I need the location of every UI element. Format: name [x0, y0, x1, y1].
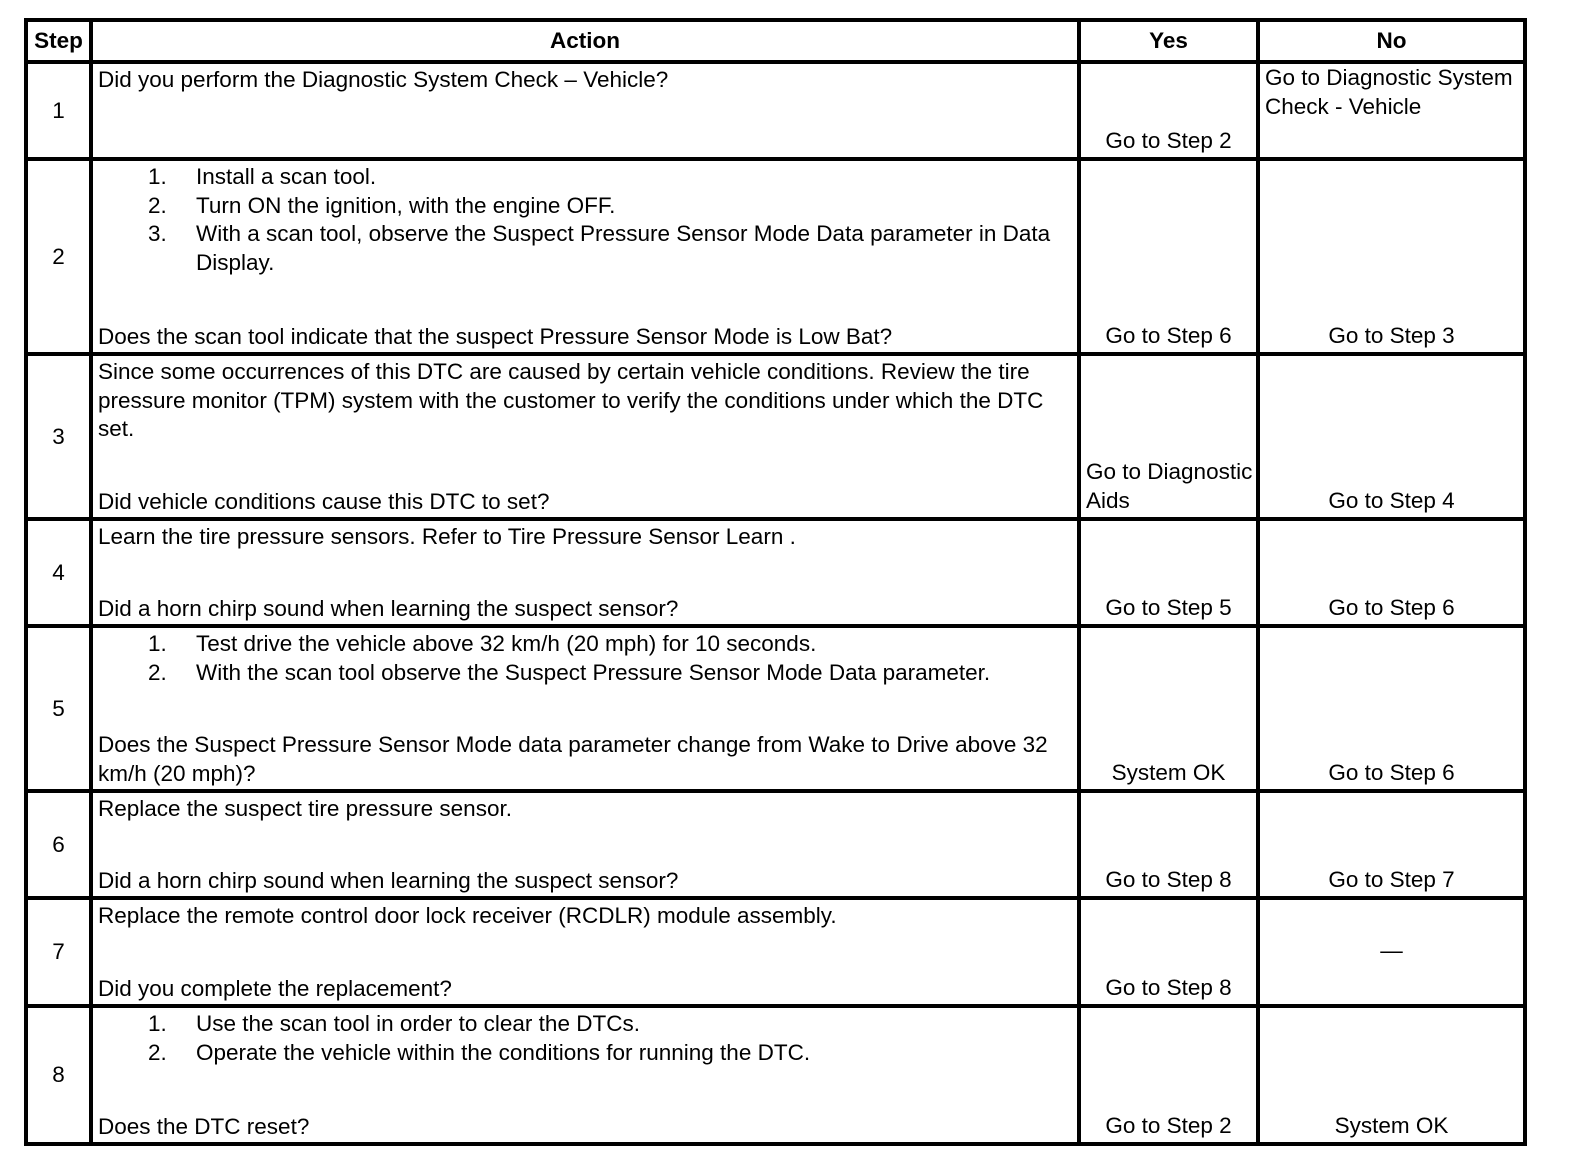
list-item-text: Use the scan tool in order to clear the DTCs. — [196, 1011, 640, 1036]
action-cell — [91, 159, 1079, 354]
step-number: 8 — [26, 1006, 91, 1144]
no-result: Go to Step 6 — [1258, 626, 1525, 791]
table-row — [26, 354, 1525, 519]
no-result: Go to Step 4 — [1258, 354, 1525, 519]
action-question: Does the DTC reset? — [98, 1113, 310, 1139]
no-result: Go to Step 7 — [1258, 791, 1525, 898]
action-cell — [91, 791, 1079, 898]
list-item — [98, 1010, 1073, 1039]
list-item-text: Turn ON the ignition, with the engine OFF. — [196, 192, 616, 218]
no-result: Go to Step 3 — [1258, 159, 1525, 354]
table-row — [26, 62, 1525, 159]
no-result: — — [1258, 898, 1525, 1006]
list-item-number: 2. — [148, 192, 167, 218]
header-yes: Yes — [1079, 20, 1258, 62]
action-cell — [91, 626, 1079, 791]
table-row — [26, 898, 1525, 1006]
action-cell — [91, 1006, 1079, 1144]
list-item — [98, 1039, 1073, 1068]
instruction-list — [98, 163, 1073, 277]
action-question: Does the scan tool indicate that the suspect Pressure Sensor Mode is Low Bat? — [98, 323, 893, 349]
table-row — [26, 159, 1525, 354]
table-row — [26, 626, 1525, 791]
list-item-number: 2. — [148, 659, 167, 685]
header-no: No — [1258, 20, 1525, 62]
step-number: 1 — [26, 62, 91, 159]
list-item — [98, 163, 1073, 192]
yes-result: Go to Step 2 — [1079, 62, 1258, 159]
list-item-text: With a scan tool, observe the Suspect Pressure Sensor Mode Data parameter in Data Display. — [196, 221, 1051, 275]
table-row — [26, 519, 1525, 626]
list-item — [98, 659, 1073, 688]
action-text: Replace the remote control door lock receiver (RCDLR) module assembly. — [98, 903, 837, 928]
action-text: Did you perform the Diagnostic System Check – Vehicle? — [98, 67, 669, 92]
step-number: 6 — [26, 791, 91, 898]
list-item — [98, 220, 1073, 277]
yes-result: Go to Step 8 — [1079, 791, 1258, 898]
list-item-number: 3. — [148, 221, 167, 246]
header-action: Action — [91, 20, 1079, 62]
action-cell — [91, 62, 1079, 159]
list-item-number: 1. — [148, 631, 167, 656]
step-number: 5 — [26, 626, 91, 791]
yes-result: Go to Step 8 — [1079, 898, 1258, 1006]
step-number: 3 — [26, 354, 91, 519]
step-number: 4 — [26, 519, 91, 626]
list-item — [98, 630, 1073, 659]
list-item-text: Test drive the vehicle above 32 km/h (20 mph) for 10 seconds. — [196, 631, 817, 656]
step-number: 2 — [26, 159, 91, 354]
list-item-text: Operate the vehicle within the conditions for running the DTC. — [196, 1039, 811, 1065]
table-row — [26, 791, 1525, 898]
action-question: Did vehicle conditions cause this DTC to set? — [98, 488, 550, 514]
no-result: System OK — [1258, 1006, 1525, 1144]
action-cell — [91, 354, 1079, 519]
action-text: Since some occurrences of this DTC are caused by certain vehicle conditions. Review the tire pressure monitor (TPM) system with the customer to verify the conditions under which the DTC set. — [98, 359, 1044, 441]
list-item-number: 1. — [148, 164, 167, 189]
yes-result: Go to Step 6 — [1079, 159, 1258, 354]
action-question: Did you complete the replacement? — [98, 975, 452, 1001]
list-item-text: Install a scan tool. — [196, 164, 377, 189]
header-step: Step — [26, 20, 91, 62]
yes-result: Go to Step 5 — [1079, 519, 1258, 626]
action-question: Did a horn chirp sound when learning the suspect sensor? — [98, 867, 679, 893]
diagnostic-table — [24, 18, 1527, 1146]
action-text: Replace the suspect tire pressure sensor. — [98, 796, 512, 821]
action-question: Did a horn chirp sound when learning the suspect sensor? — [98, 595, 679, 621]
instruction-list — [98, 630, 1073, 687]
list-item-number: 1. — [148, 1011, 167, 1036]
yes-result: Go to Diagnostic Aids — [1079, 354, 1258, 519]
list-item-number: 2. — [148, 1039, 167, 1065]
no-result: Go to Step 6 — [1258, 519, 1525, 626]
header-row — [26, 20, 1525, 62]
step-number: 7 — [26, 898, 91, 1006]
list-item — [98, 192, 1073, 221]
action-cell — [91, 898, 1079, 1006]
yes-result: System OK — [1079, 626, 1258, 791]
action-cell — [91, 519, 1079, 626]
instruction-list — [98, 1010, 1073, 1067]
list-item-text: With the scan tool observe the Suspect Pressure Sensor Mode Data parameter. — [196, 659, 991, 685]
table-row — [26, 1006, 1525, 1144]
no-result: Go to Diagnostic System Check - Vehicle — [1258, 62, 1525, 159]
yes-result: Go to Step 2 — [1079, 1006, 1258, 1144]
action-text: Learn the tire pressure sensors. Refer to Tire Pressure Sensor Learn . — [98, 524, 796, 549]
action-question: Does the Suspect Pressure Sensor Mode data parameter change from Wake to Drive above 32 km/h (20 mph)? — [98, 732, 1048, 786]
